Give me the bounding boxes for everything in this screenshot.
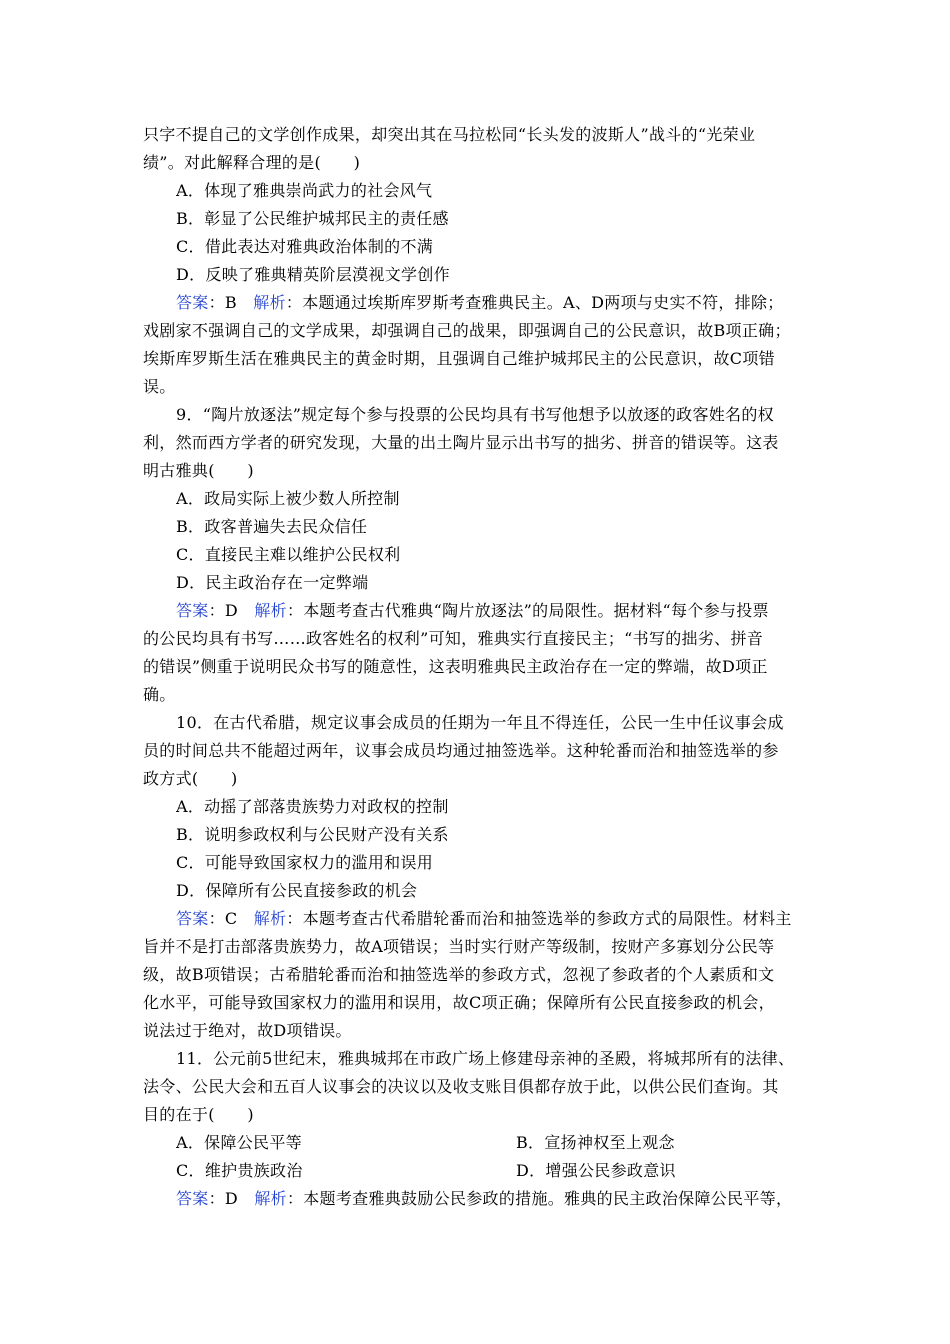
q11-option-c: C．维护贵族政治 bbox=[176, 1161, 303, 1180]
q9-answer-line bbox=[176, 600, 846, 622]
q8-option-b: B．彰显了公民维护城邦民主的责任感 bbox=[176, 209, 449, 228]
q10-analysis-label: 解析 bbox=[253, 909, 287, 928]
q10-stem-line-3: 政方式( ) bbox=[143, 769, 238, 788]
q8-option-d: D．反映了雅典精英阶层漠视文学创作 bbox=[176, 265, 450, 284]
q8-analysis-line-4: 误。 bbox=[143, 377, 176, 396]
q10-option-a: A．动摇了部落贵族势力对政权的控制 bbox=[176, 797, 449, 816]
q8-analysis-line-2: 戏剧家不强调自己的文学成果，却强调自己的战果，即强调自己的公民意识，故B项正确； bbox=[143, 321, 791, 340]
q11-analysis-label: 解析 bbox=[254, 1189, 287, 1208]
q8-answer-label: 答案 bbox=[176, 293, 209, 312]
q10-analysis-text: ：本题考查古代希腊轮番而治和抽签选举的参政方式的局限性。材料主 bbox=[286, 909, 792, 928]
q11-option-b: B．宣扬神权至上观念 bbox=[516, 1133, 675, 1152]
q9-analysis-line-3: 的错误”侧重于说明民众书写的随意性，这表明雅典民主政治存在一定的弊端，故D项正 bbox=[143, 657, 768, 676]
q8-stem-line-1: 只字不提自己的文学创作成果，却突出其在马拉松同“长头发的波斯人”战斗的“光荣业 bbox=[143, 125, 756, 144]
q9-stem-line-3: 明古雅典( ) bbox=[143, 461, 254, 480]
q8-stem-line-2: 绩”。对此解释合理的是( ) bbox=[143, 153, 361, 172]
q9-analysis-label: 解析 bbox=[254, 601, 287, 620]
q8-analysis-text: ：本题通过埃斯库罗斯考查雅典民主。A、D两项与史实不符，排除； bbox=[285, 293, 784, 312]
q11-answer-line bbox=[176, 1188, 846, 1210]
q9-option-c: C．直接民主难以维护公民权利 bbox=[176, 545, 401, 564]
q11-option-d: D．增强公民参政意识 bbox=[516, 1161, 676, 1180]
q9-option-d: D．民主政治存在一定弊端 bbox=[176, 573, 369, 592]
q9-analysis-line-4: 确。 bbox=[143, 685, 176, 704]
q11-stem-line-1: 11．公元前5世纪末，雅典城邦在市政广场上修建母亲神的圣殿，将城邦所有的法律、 bbox=[176, 1049, 795, 1068]
q8-answer-line bbox=[176, 292, 846, 314]
q9-answer-label: 答案 bbox=[176, 601, 209, 620]
q8-option-c: C．借此表达对雅典政治体制的不满 bbox=[176, 237, 434, 256]
q10-answer-line bbox=[176, 908, 846, 930]
q8-analysis-line-3: 埃斯库罗斯生活在雅典民主的黄金时期，且强调自己维护城邦民主的公民意识，故C项错 bbox=[143, 349, 775, 368]
q10-answer-label: 答案 bbox=[176, 909, 209, 928]
q8-answer-value: ：B bbox=[208, 293, 254, 312]
q10-stem-line-2: 员的时间总共不能超过两年，议事会成员均通过抽签选举。这种轮番而治和抽签选举的参 bbox=[143, 741, 779, 760]
q9-option-a: A．政局实际上被少数人所控制 bbox=[176, 489, 400, 508]
q11-stem-line-3: 目的在于( ) bbox=[143, 1105, 254, 1124]
q10-option-d: D．保障所有公民直接参政的机会 bbox=[176, 881, 418, 900]
q10-analysis-line-3: 级，故B项错误；古希腊轮番而治和抽签选举的参政方式，忽视了参政者的个人素质和文 bbox=[143, 965, 775, 984]
q10-stem-line-1: 10．在古代希腊，规定议事会成员的任期为一年且不得连任，公民一生中任议事会成 bbox=[176, 713, 784, 732]
q9-analysis-text: ：本题考查古代雅典“陶片放逐法”的局限性。据材料“每个参与投票 bbox=[286, 601, 769, 620]
q10-analysis-line-5: 说法过于绝对，故D项错误。 bbox=[143, 1021, 352, 1040]
q11-analysis-text: ：本题考查雅典鼓励公民参政的措施。雅典的民主政治保障公民平等， bbox=[286, 1189, 793, 1208]
q9-answer-value: ：D bbox=[208, 601, 255, 620]
q8-analysis-label: 解析 bbox=[253, 293, 286, 312]
q10-analysis-line-2: 旨并不是打击部落贵族势力，故A项错误；当时实行财产等级制，按财产多寡划分公民等 bbox=[143, 937, 775, 956]
q11-answer-label: 答案 bbox=[176, 1189, 209, 1208]
q11-stem-line-2: 法令、公民大会和五百人议事会的决议以及收支账目俱都存放于此，以供公民们查询。其 bbox=[143, 1077, 779, 1096]
q10-analysis-line-4: 化水平，可能导致国家权力的滥用和误用，故C项正确；保障所有公民直接参政的机会， bbox=[143, 993, 775, 1012]
q10-option-c: C．可能导致国家权力的滥用和误用 bbox=[176, 853, 434, 872]
q8-option-a: A．体现了雅典崇尚武力的社会风气 bbox=[176, 181, 433, 200]
q10-option-b: B．说明参政权利与公民财产没有关系 bbox=[176, 825, 449, 844]
q9-stem-line-2: 利，然而西方学者的研究发现，大量的出土陶片显示出书写的拙劣、拼音的错误等。这表 bbox=[143, 433, 779, 452]
q11-answer-value: ：D bbox=[208, 1189, 255, 1208]
q9-analysis-line-2: 的公民均具有书写……政客姓名的权利”可知，雅典实行直接民主；“书写的拙劣、拼音 bbox=[143, 629, 764, 648]
q9-option-b: B．政客普遍失去民众信任 bbox=[176, 517, 368, 536]
q9-stem-line-1: 9．“陶片放逐法”规定每个参与投票的公民均具有书写他想予以放逐的政客姓名的权 bbox=[176, 405, 774, 424]
q11-option-a: A．保障公民平等 bbox=[176, 1133, 302, 1152]
q10-answer-value: ：C bbox=[208, 909, 254, 928]
